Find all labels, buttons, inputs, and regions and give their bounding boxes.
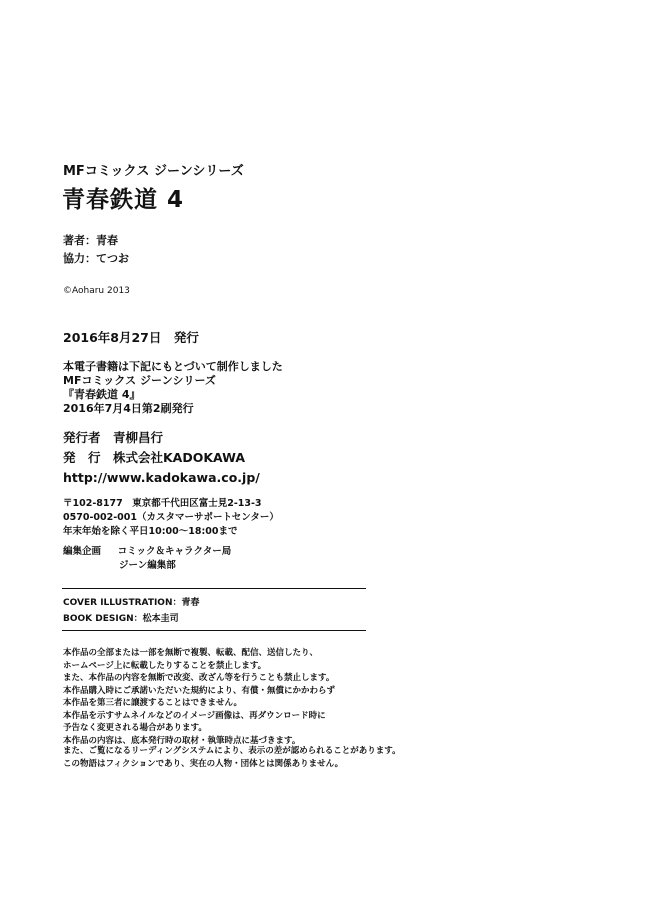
notice-line: この物語はフィクションであり、実在の人物・団体とは関係ありません。 [63, 758, 344, 769]
credits [63, 234, 129, 266]
book-title: 青春鉄道 4 [62, 187, 185, 213]
issuer: 発行者 青柳昌行 [63, 430, 164, 445]
notice-line: 本作品購入時にご承諾いただいた規約により、有償・無償にかかわらず [63, 685, 336, 696]
footer-notice-block [63, 745, 401, 770]
notice-line: 本作品を示すサムネイルなどのイメージ画像は、再ダウンロード時に [63, 710, 326, 721]
source-note-line: 2016年7月4日第2刷発行 [63, 402, 194, 415]
notice-block [63, 647, 335, 747]
notice-line: 予告なく変更される場合があります。 [63, 723, 207, 733]
contact-block [63, 497, 279, 539]
editorial-label: 編集企画 [63, 546, 102, 557]
divider [62, 630, 366, 631]
source-note-line: 『青春鉄道 4』 [63, 388, 141, 401]
phone: 0570-002-001（カスタマーサポートセンター） [63, 512, 279, 523]
source-note [63, 360, 283, 416]
release-date: 2016年8月27日 発行 [63, 330, 199, 345]
notice-line: また、ご覧になるリーディングシステムにより、表示の差が認められることがあります。 [63, 746, 401, 756]
cover-credit: COVER ILLUSTRATION：青春 [63, 598, 200, 608]
publisher-url[interactable]: http://www.kadokawa.co.jp/ [63, 470, 260, 485]
copyright: ©Aoharu 2013 [63, 286, 130, 296]
notice-line: ホームページ上に転載したりすることを禁止します。 [63, 660, 267, 671]
notice-line: 本作品を第三者に譲渡することはできません。 [63, 698, 243, 708]
divider [62, 588, 366, 589]
cooperation-credit: 協力：てつお [63, 252, 129, 265]
series-name: MFコミックス ジーンシリーズ [63, 164, 244, 179]
design-credits [63, 595, 200, 627]
author-credit: 著者：青春 [63, 234, 118, 247]
notice-line: また、本作品の内容を無断で改変、改ざん等を行うことも禁止します。 [63, 673, 335, 683]
notice-line: 本作品の内容は、底本発行時の取材・執筆時点に基づきます。 [63, 735, 301, 746]
source-note-line: MFコミックス ジーンシリーズ [63, 374, 216, 387]
hours: 年末年始を除く平日10:00～18:00まで [63, 526, 238, 537]
publisher-company: 発 行 株式会社KADOKAWA [63, 450, 246, 465]
editorial-sub: ジーン編集部 [119, 560, 176, 571]
publisher-block [63, 428, 260, 488]
address: 〒102-8177 東京都千代田区富士見2-13-3 [63, 498, 262, 509]
notice-line: 本作品の全部または一部を無断で複製、転載、配信、送信したり、 [63, 648, 319, 658]
source-note-line: 本電子書籍は下記にもとづいて制作しました [63, 360, 283, 373]
book-design-credit: BOOK DESIGN：松本圭司 [63, 614, 179, 624]
editorial-block [63, 545, 231, 573]
editorial-dept: コミック＆キャラクター局 [117, 546, 232, 557]
